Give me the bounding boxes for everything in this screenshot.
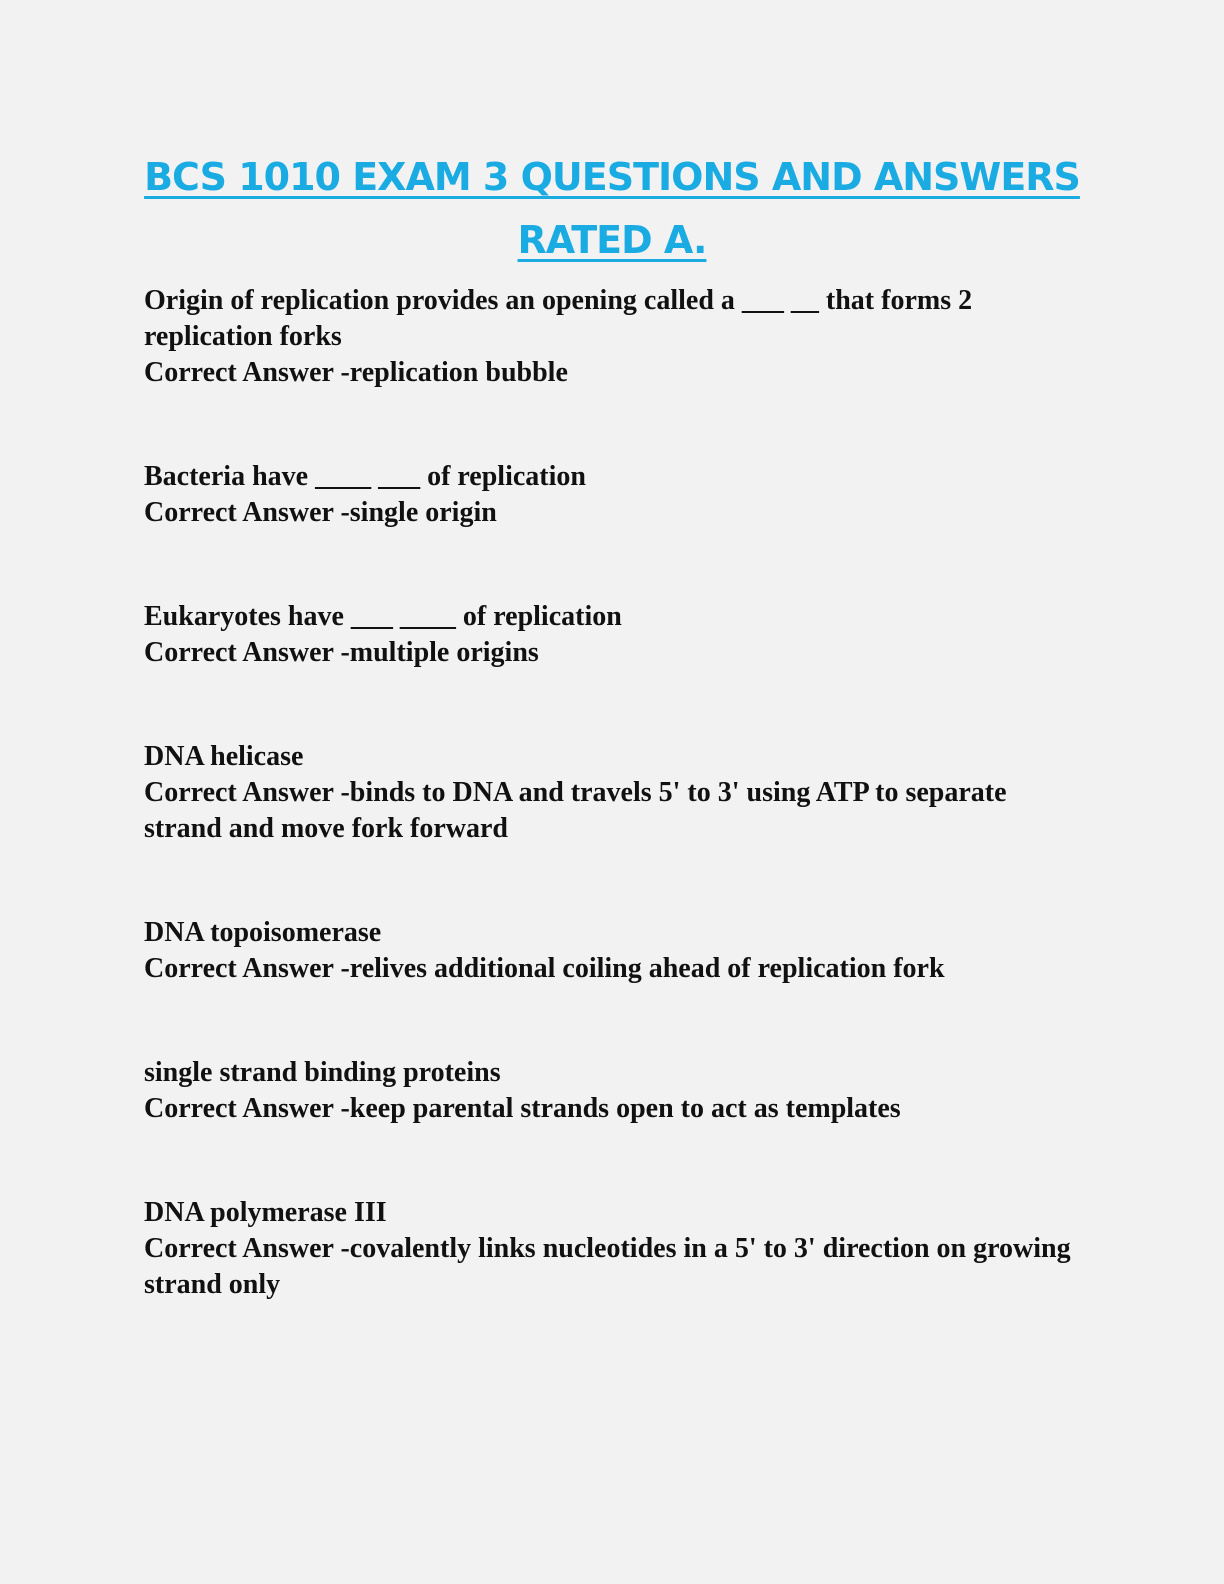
qa-item — [144, 915, 1084, 987]
answer-text: Correct Answer -covalently links nucleotides in a 5' to 3' direction on growing strand only — [144, 1233, 1071, 1300]
question-text: DNA topoisomerase — [144, 917, 382, 948]
question-text: Origin of replication provides an opening called a ___ __ that forms 2 replication forks — [144, 285, 973, 352]
answer-text: Correct Answer -replication bubble — [144, 357, 568, 388]
question-text: Eukaryotes have ___ ____ of replication — [144, 601, 622, 632]
answer-text: Correct Answer -single origin — [144, 497, 497, 528]
qa-item — [144, 739, 1084, 847]
qa-item — [144, 1195, 1084, 1303]
answer-text: Correct Answer -multiple origins — [144, 637, 539, 668]
question-text: DNA helicase — [144, 741, 304, 772]
title-line-2: RATED A. — [517, 218, 707, 262]
qa-item — [144, 283, 1084, 391]
document-title — [140, 146, 1084, 272]
question-text: single strand binding proteins — [144, 1057, 501, 1088]
question-text: Bacteria have ____ ___ of replication — [144, 461, 586, 492]
title-line-1: BCS 1010 EXAM 3 QUESTIONS AND ANSWERS — [144, 155, 1080, 199]
question-text: DNA polymerase III — [144, 1197, 387, 1228]
answer-text: Correct Answer -relives additional coiling ahead of replication fork — [144, 953, 945, 984]
qa-item — [144, 459, 1084, 531]
qa-item — [144, 1055, 1084, 1127]
qa-item — [144, 599, 1084, 671]
qa-list — [144, 283, 1084, 1303]
answer-text: Correct Answer -binds to DNA and travels 5' to 3' using ATP to separate strand and move fork forward — [144, 777, 1007, 844]
answer-text: Correct Answer -keep parental strands open to act as templates — [144, 1093, 901, 1124]
